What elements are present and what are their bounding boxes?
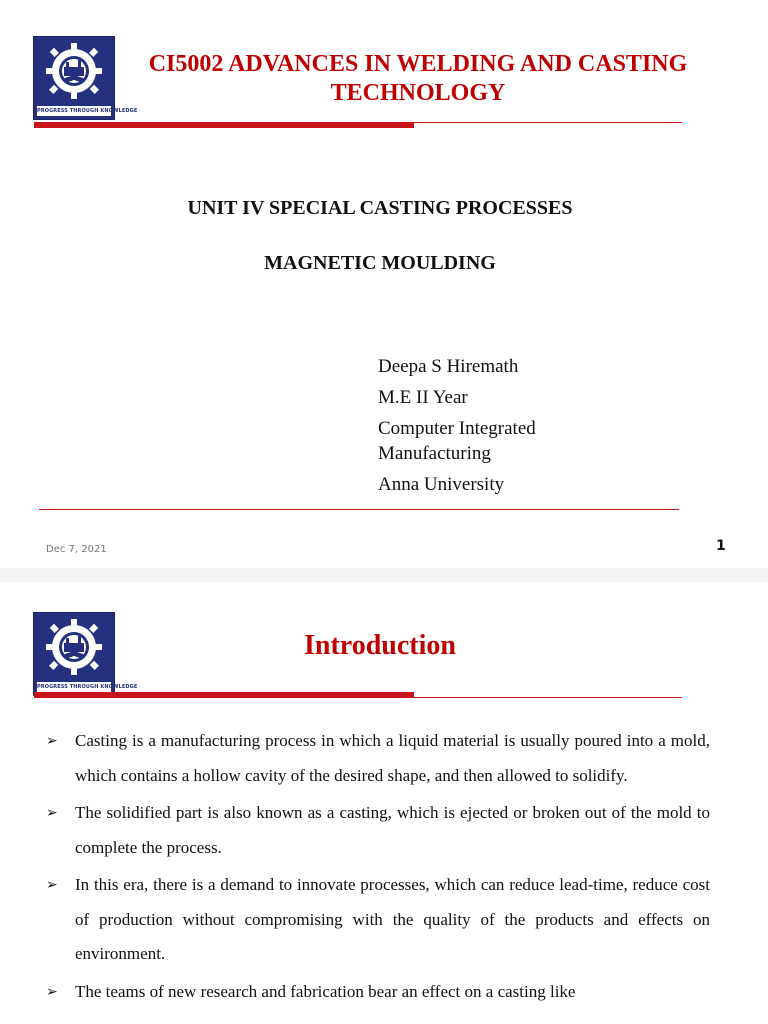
list-item: ➢ In this era, there is a demand to innovate processes, which can reduce lead-time, reduce cost of production without compromising with the quality of the products and effects on environment. <box>46 868 710 972</box>
slide-date: Dec 7, 2021 <box>46 544 107 555</box>
slide-separator <box>0 568 768 582</box>
author-year: M.E II Year <box>378 387 468 408</box>
slide-title: Introduction <box>304 630 456 661</box>
university-logo <box>33 36 138 120</box>
bullet-list <box>46 724 710 1012</box>
author-name: Deepa S Hiremath <box>378 356 519 377</box>
logo-motto: PROGRESS THROUGH KNOWLEDGE <box>37 684 138 690</box>
page-number: 1 <box>716 538 726 554</box>
list-item: ➢ Casting is a manufacturing process in which a liquid material is usually poured into a mold, which contains a hollow cavity of the desired shape, and then allowed to solidify. <box>46 724 710 793</box>
topic-title: MAGNETIC MOULDING <box>264 252 496 274</box>
header-rule-thick <box>34 122 414 128</box>
author-block <box>378 354 678 503</box>
author-university: Anna University <box>378 474 505 495</box>
header-rule-thin <box>414 122 682 123</box>
arrow-right-icon: ➢ <box>46 805 58 821</box>
gear-emblem-icon <box>34 37 114 107</box>
list-item: ➢ The solidified part is also known as a casting, which is ejected or broken out of the mold to complete the process. <box>46 796 710 865</box>
list-item: ➢ The teams of new research and fabrication bear an effect on a casting like <box>46 975 710 1010</box>
header-rule-thin <box>414 697 682 698</box>
introduction-slide <box>0 582 768 1024</box>
header-rule-thick <box>34 692 414 698</box>
unit-title: UNIT IV SPECIAL CASTING PROCESSES <box>187 197 573 219</box>
arrow-right-icon: ➢ <box>46 983 58 1000</box>
arrow-right-icon: ➢ <box>46 877 58 893</box>
logo-motto: PROGRESS THROUGH KNOWLEDGE <box>37 108 138 114</box>
arrow-right-icon: ➢ <box>46 733 58 749</box>
course-title: CI5002 ADVANCES IN WELDING AND CASTING TECHNOLOGY <box>148 51 688 106</box>
author-program: Computer Integrated Manufacturing <box>378 418 536 464</box>
footer-rule <box>39 509 679 510</box>
